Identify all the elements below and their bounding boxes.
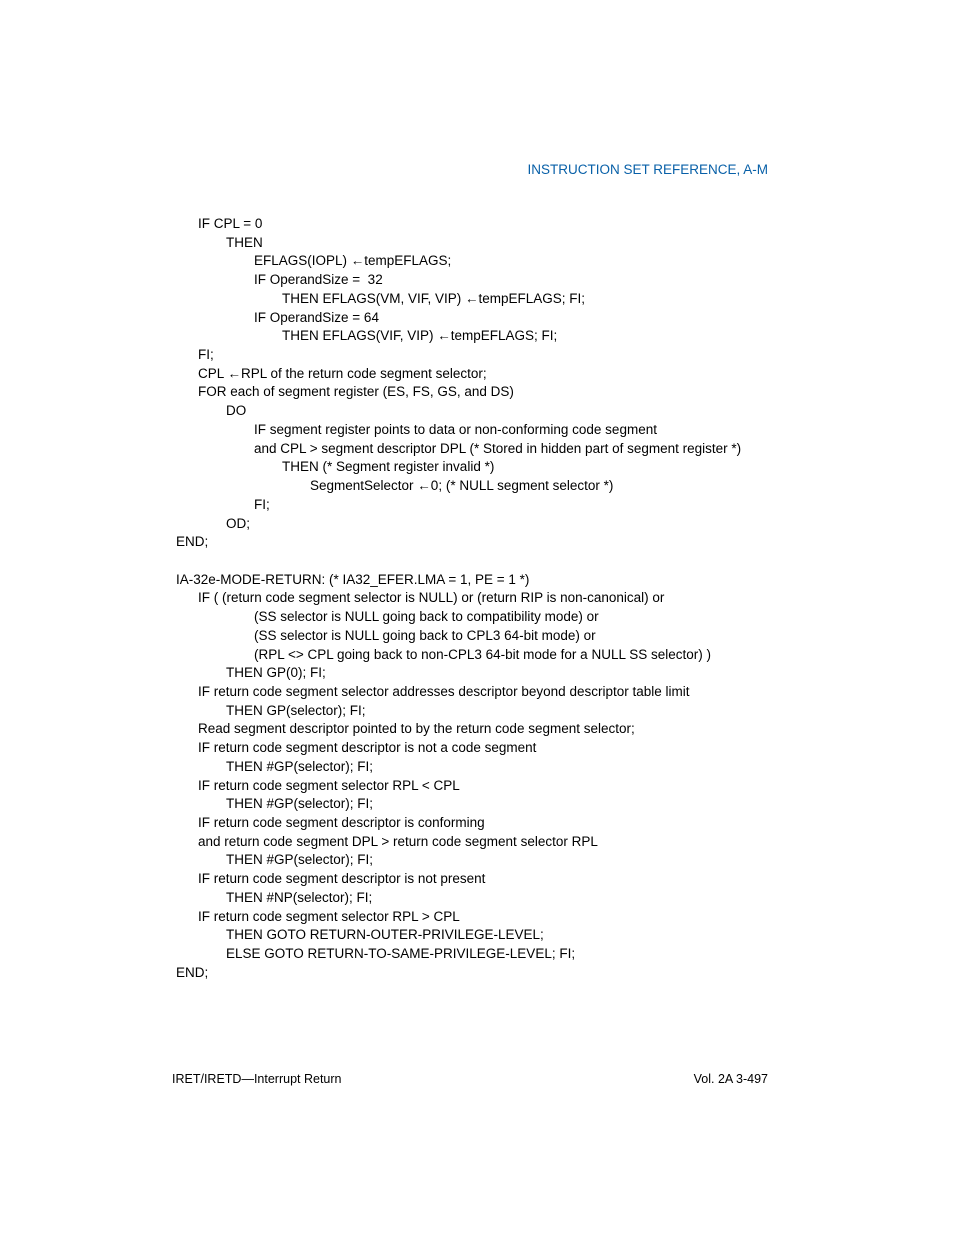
code-line: THEN GOTO RETURN-OUTER-PRIVILEGE-LEVEL; — [226, 927, 544, 943]
code-line: IF return code segment descriptor is conforming — [198, 815, 485, 830]
code-line: THEN — [226, 234, 263, 250]
code-line: END; — [176, 534, 209, 550]
code-line: THEN GP(0); FI; — [226, 665, 326, 681]
code-line: THEN #NP(selector); FI; — [226, 889, 373, 905]
code-line: FOR each of segment register (ES, FS, GS, and DS) — [198, 384, 514, 400]
code-line: IF OperandSize = 32 — [254, 272, 383, 288]
code-line: IF return code segment selector addresses descriptor beyond descriptor table limit — [198, 683, 690, 699]
page-header-section-title: INSTRUCTION SET REFERENCE, A-M — [527, 162, 768, 177]
code-line: CPL ←RPL of the return code segment selector; — [198, 365, 487, 381]
code-line: IF return code segment descriptor is not present — [198, 871, 486, 887]
code-line: DO — [226, 403, 247, 419]
code-line: IF return code segment selector RPL < CPL — [198, 777, 460, 793]
code-line: FI; — [254, 496, 270, 512]
code-line: (SS selector is NULL going back to compatibility mode) or — [254, 609, 599, 625]
code-line: (RPL <> CPL going back to non-CPL3 64-bit mode for a NULL SS selector) ) — [254, 646, 711, 662]
code-line: OD; — [226, 515, 251, 531]
code-line: ELSE GOTO RETURN-TO-SAME-PRIVILEGE-LEVEL; FI; — [226, 946, 576, 962]
code-line: IF CPL = 0 — [198, 216, 263, 231]
code-line: THEN EFLAGS(VM, VIF, VIP) ←tempEFLAGS; FI; — [282, 290, 586, 306]
code-line: THEN #GP(selector); FI; — [226, 852, 374, 868]
code-line: IF segment register points to data or non-conforming code segment — [254, 421, 657, 437]
code-line: THEN GP(selector); FI; — [226, 702, 366, 718]
code-line: IA-32e-MODE-RETURN: (* IA32_EFER.LMA = 1, PE = 1 *) — [176, 571, 530, 587]
blank-line — [176, 552, 776, 571]
code-line: THEN EFLAGS(VIF, VIP) ←tempEFLAGS; FI; — [282, 328, 558, 344]
footer-doc-title: IRET/IRETD—Interrupt Return — [172, 1072, 342, 1086]
code-line: THEN (* Segment register invalid *) — [282, 459, 495, 475]
code-line: Read segment descriptor pointed to by the return code segment selector; — [198, 721, 635, 737]
code-line: IF return code segment descriptor is not a code segment — [198, 740, 537, 756]
code-line: THEN #GP(selector); FI; — [226, 758, 374, 774]
footer-page-number: Vol. 2A 3-497 — [693, 1072, 768, 1086]
code-line: IF return code segment selector RPL > CPL — [198, 908, 460, 924]
code-line: SegmentSelector ←0; (* NULL segment selector *) — [310, 478, 614, 494]
code-line: IF ( (return code segment selector is NULL) or (return RIP is non-canonical) or — [198, 590, 665, 606]
code-line: and return code segment DPL > return code segment selector RPL — [198, 833, 598, 849]
code-line: THEN #GP(selector); FI; — [226, 796, 374, 812]
code-line: FI; — [198, 347, 214, 363]
code-line: IF OperandSize = 64 — [254, 309, 379, 325]
code-line: EFLAGS(IOPL) ←tempEFLAGS; — [254, 253, 452, 269]
code-line: and CPL > segment descriptor DPL (* Stored in hidden part of segment register *) — [254, 440, 742, 456]
code-line: (SS selector is NULL going back to CPL3 64-bit mode) or — [254, 627, 596, 643]
pseudocode-block — [176, 215, 776, 982]
code-line: END; — [176, 964, 209, 980]
